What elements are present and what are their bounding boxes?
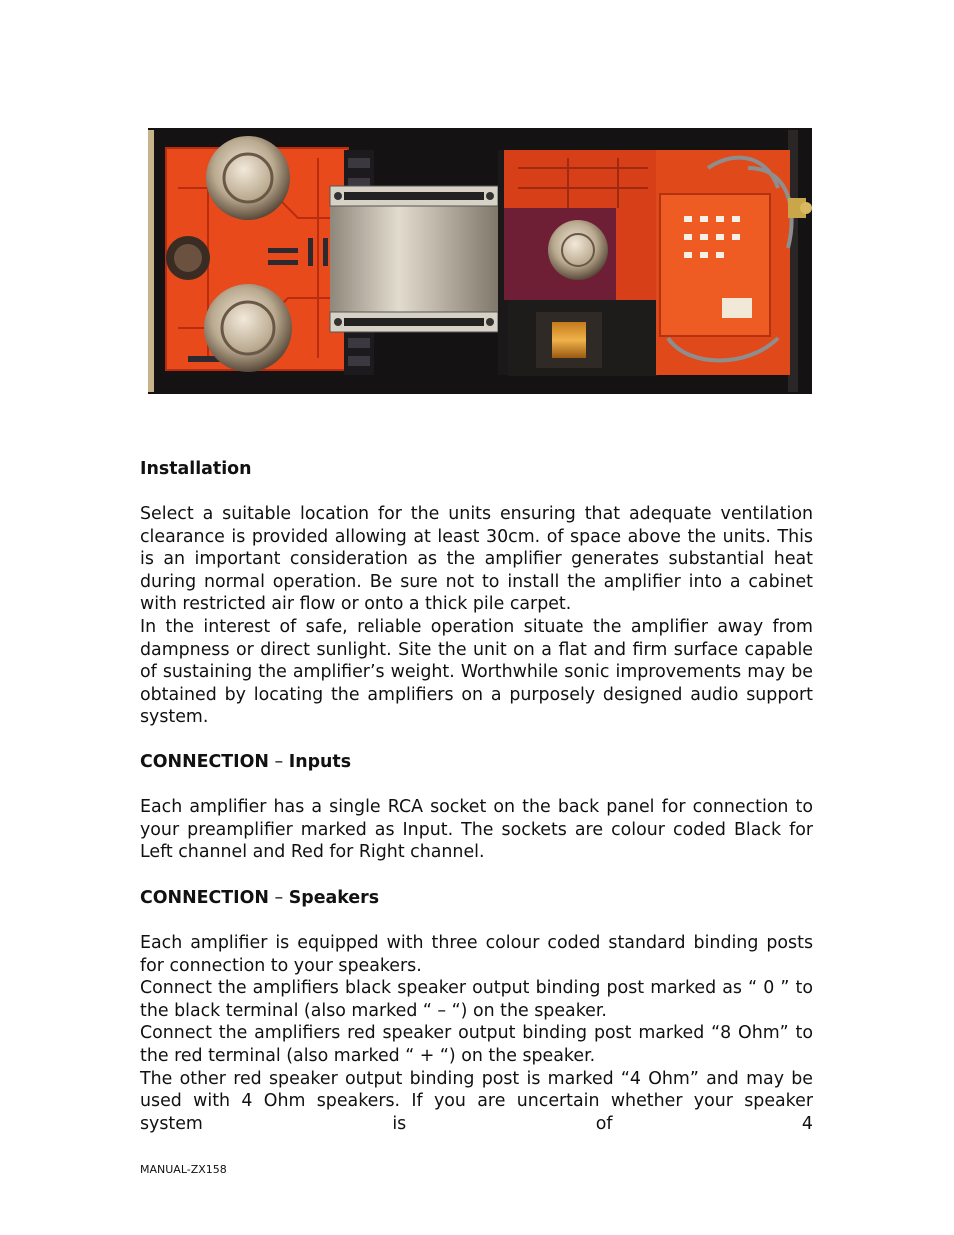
inputs-paragraph-1: Each amplifier has a single RCA socket on the back panel for connection to your preamplifier marked as Input. The sockets are colour coded Black for Left channel and Red for Right channel. — [140, 797, 813, 863]
installation-heading: Installation — [140, 459, 252, 479]
inputs-heading-sub: Inputs — [288, 752, 352, 772]
daughter-board — [660, 194, 770, 336]
speakers-paragraph-2: Connect the amplifiers black speaker output binding post marked as “ 0 ” to the black terminal (also marked “ – “) on the speaker. — [140, 978, 813, 1021]
inputs-heading-main: CONNECTION — [140, 752, 269, 772]
speakers-body — [140, 932, 813, 1135]
inputs-heading — [140, 751, 813, 774]
installation-paragraph-1: Select a suitable location for the units ensuring that adequate ventilation clearance is provided allowing at least 30cm. of space above the units. This is an important consideration as the amplifier generates substantial heat during normal operation. Be sure not to install the amplifier into a cabinet with restricted air flow or onto a thick pile carpet. — [140, 504, 813, 615]
inputs-body — [140, 796, 813, 864]
vacuum-tube — [548, 220, 608, 280]
power-transformer — [330, 190, 502, 332]
installation-paragraph-2: In the interest of safe, reliable operation situate the amplifier away from dampness or direct sunlight. Site the unit on a flat and firm surface capable of sustaining the amplifier’s weight. Worthwhile sonic improvements may be obtained by locating the amplifiers on a purposely designed audio support system. — [140, 616, 813, 728]
vacuum-tube — [204, 284, 292, 372]
speakers-paragraph-4: The other red speaker output binding post is marked “4 Ohm” and may be used with 4 Ohm speakers. If you are uncertain whether your speaker system is of 4 — [140, 1068, 813, 1134]
speakers-paragraph-1: Each amplifier is equipped with three colour coded standard binding posts for connection to your speakers. — [140, 933, 813, 976]
speakers-paragraph-3: Connect the amplifiers red speaker output binding post marked “8 Ohm” to the red terminal (also marked “ + “) on the speaker. — [140, 1023, 813, 1066]
speakers-heading-main: CONNECTION — [140, 888, 269, 908]
speakers-heading-sub: Speakers — [288, 888, 380, 908]
vacuum-tube — [206, 136, 290, 220]
installation-body — [140, 503, 813, 729]
speakers-heading-dash: – — [268, 888, 289, 908]
amplifier-interior-photo — [148, 128, 812, 394]
inputs-heading-dash: – — [268, 752, 289, 772]
speakers-heading — [140, 887, 813, 910]
footer-manual-code: MANUAL-ZX158 — [140, 1163, 227, 1176]
